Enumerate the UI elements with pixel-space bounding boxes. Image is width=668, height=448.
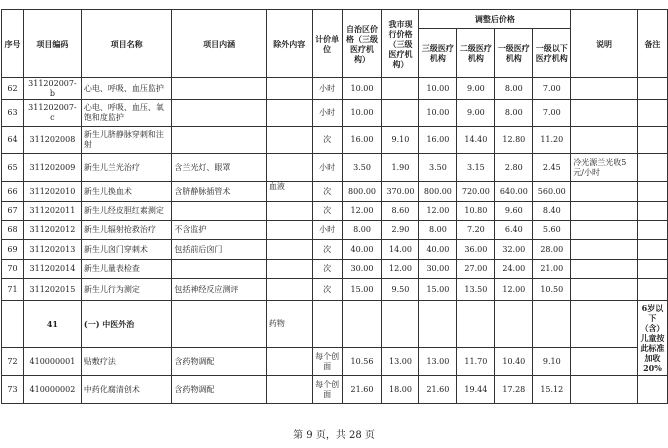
cell-remark — [637, 78, 667, 100]
section-number: 41 — [23, 301, 81, 348]
cell-content: 不含监护 — [172, 221, 266, 240]
cell-level2: 36.00 — [457, 240, 495, 260]
cell-remark — [637, 127, 667, 154]
cell-unit: 每个创面 — [312, 376, 342, 404]
cell-code: 410000002 — [23, 376, 81, 404]
table-row — [2, 182, 668, 202]
cell-name: 新生儿兰光治疗 — [81, 154, 172, 182]
cell-below1: 8.40 — [533, 202, 571, 221]
header-content: 项目内涵 — [172, 10, 266, 78]
table-row — [2, 240, 668, 260]
cell-content — [172, 127, 266, 154]
cell-remark — [637, 100, 667, 127]
cell-current-price: 8.60 — [382, 202, 419, 221]
cell-unit: 次 — [312, 260, 342, 279]
cell-seq: 64 — [2, 127, 24, 154]
cell-name: 心电、呼吸、血压、氧饱和度监护 — [81, 100, 172, 127]
cell-unit: 次 — [312, 182, 342, 202]
cell-below1: 2.45 — [533, 154, 571, 182]
header-level3: 三级医疗机构 — [419, 29, 457, 78]
cell-level2: 9.00 — [457, 100, 495, 127]
cell-note — [571, 376, 638, 404]
cell-level1: 6.40 — [495, 221, 533, 240]
cell-current-price: 9.10 — [382, 127, 419, 154]
cell-current-price: 1.90 — [382, 154, 419, 182]
cell-level1: 24.00 — [495, 260, 533, 279]
cell-level1: 10.40 — [495, 348, 533, 376]
cell-exclusion — [266, 202, 312, 221]
cell-level1: 32.00 — [495, 240, 533, 260]
cell-exclusion — [266, 376, 312, 404]
cell-level3: 40.00 — [419, 240, 457, 260]
cell-code: 311202015 — [23, 279, 81, 301]
cell-exclusion — [266, 348, 312, 376]
header-code: 项目编码 — [23, 10, 81, 78]
cell-unit: 次 — [312, 127, 342, 154]
cell-zone-price: 40.00 — [342, 240, 382, 260]
header-unit: 计价单位 — [312, 10, 342, 78]
table-row — [2, 127, 668, 154]
cell-seq: 69 — [2, 240, 24, 260]
cell-exclusion — [266, 78, 312, 100]
cell-seq: 71 — [2, 279, 24, 301]
header-adjusted: 调整后价格 — [419, 10, 571, 29]
cell-seq: 72 — [2, 348, 24, 376]
cell-code: 311202011 — [23, 202, 81, 221]
cell-level3: 8.00 — [419, 221, 457, 240]
cell-level3: 30.00 — [419, 260, 457, 279]
cell-name: 新生儿经皮胆红素测定 — [81, 202, 172, 221]
cell-level3: 16.00 — [419, 127, 457, 154]
section-row — [2, 301, 668, 348]
cell-level3: 13.00 — [419, 348, 457, 376]
header-seq: 序号 — [2, 10, 24, 78]
section-title: (一) 中医外治 — [81, 301, 172, 348]
cell-content: 含药物调配 — [172, 348, 266, 376]
cell-exclusion — [266, 221, 312, 240]
cell-seq: 65 — [2, 154, 24, 182]
cell-level1: 8.00 — [495, 78, 533, 100]
header-current-price: 我市现行价格（三级医疗机构） — [382, 10, 419, 78]
table-row — [2, 78, 668, 100]
table-row — [2, 154, 668, 182]
cell-note — [571, 78, 638, 100]
cell-code: 311202010 — [23, 182, 81, 202]
cell-zone-price: 12.00 — [342, 202, 382, 221]
cell-level2: 3.15 — [457, 154, 495, 182]
cell-unit: 小时 — [312, 221, 342, 240]
cell-level3: 12.00 — [419, 202, 457, 221]
cell-code: 311202007-b — [23, 78, 81, 100]
cell-name: 新生儿换血术 — [81, 182, 172, 202]
cell-level3: 15.00 — [419, 279, 457, 301]
cell-seq: 68 — [2, 221, 24, 240]
cell-content — [172, 202, 266, 221]
header-below1: 一级以下医疗机构 — [533, 29, 571, 78]
table-row — [2, 202, 668, 221]
cell-level1: 2.80 — [495, 154, 533, 182]
cell-below1: 9.10 — [533, 348, 571, 376]
cell-note — [571, 202, 638, 221]
cell-zone-price: 8.00 — [342, 221, 382, 240]
cell-zone-price: 21.60 — [342, 376, 382, 404]
cell-seq: 70 — [2, 260, 24, 279]
cell-remark — [637, 154, 667, 182]
cell-remark — [637, 260, 667, 279]
cell-seq: 62 — [2, 78, 24, 100]
cell-exclusion — [266, 260, 312, 279]
cell-name: 新生儿行为测定 — [81, 279, 172, 301]
cell-content: 包括前后囟门 — [172, 240, 266, 260]
cell-note — [571, 260, 638, 279]
cell-content — [172, 260, 266, 279]
cell-unit: 次 — [312, 279, 342, 301]
cell-content — [172, 78, 266, 100]
cell-remark — [637, 182, 667, 202]
cell-note — [571, 127, 638, 154]
cell-exclusion — [266, 100, 312, 127]
cell-seq: 63 — [2, 100, 24, 127]
cell-code: 410000001 — [23, 348, 81, 376]
cell-current-price: 370.00 — [382, 182, 419, 202]
header-name: 项目名称 — [81, 10, 172, 78]
cell-content: 含脐静脉插管术 — [172, 182, 266, 202]
cell-seq: 67 — [2, 202, 24, 221]
cell-exclusion — [266, 127, 312, 154]
cell-seq: 66 — [2, 182, 24, 202]
cell-level2: 720.00 — [457, 182, 495, 202]
cell-content: 含药物调配 — [172, 376, 266, 404]
cell-below1: 10.50 — [533, 279, 571, 301]
cell-level1: 640.00 — [495, 182, 533, 202]
cell-level2: 27.00 — [457, 260, 495, 279]
cell-current-price: 14.00 — [382, 240, 419, 260]
cell-zone-price: 16.00 — [342, 127, 382, 154]
cell-note — [571, 100, 638, 127]
cell-level2: 7.20 — [457, 221, 495, 240]
cell-name: 中药化腐清创术 — [81, 376, 172, 404]
cell-level2: 11.70 — [457, 348, 495, 376]
cell-level3: 10.00 — [419, 78, 457, 100]
cell-code: 311202012 — [23, 221, 81, 240]
cell-code: 311202007-c — [23, 100, 81, 127]
cell-below1: 560.00 — [533, 182, 571, 202]
cell-current-price: 12.00 — [382, 260, 419, 279]
cell-remark — [637, 221, 667, 240]
cell-unit: 小时 — [312, 78, 342, 100]
cell-code: 311202008 — [23, 127, 81, 154]
cell-below1: 5.60 — [533, 221, 571, 240]
page-number: 第 9 页，共 28 页 — [293, 430, 375, 441]
cell-exclusion — [266, 240, 312, 260]
cell-remark — [637, 376, 667, 404]
header-remark: 备注 — [637, 10, 667, 78]
cell-note — [571, 221, 638, 240]
table-row — [2, 376, 668, 404]
cell-remark — [637, 240, 667, 260]
cell-exclusion — [266, 154, 312, 182]
table-row — [2, 348, 668, 376]
cell-level2: 14.40 — [457, 127, 495, 154]
header-exclusion: 除外内容 — [266, 10, 312, 78]
cell-name: 新生儿辐射抢救治疗 — [81, 221, 172, 240]
cell-code: 311202009 — [23, 154, 81, 182]
cell-current-price — [382, 100, 419, 127]
cell-level2: 13.50 — [457, 279, 495, 301]
table-row — [2, 221, 668, 240]
cell-below1: 7.00 — [533, 78, 571, 100]
price-table — [1, 9, 668, 404]
cell-unit: 每个创面 — [312, 348, 342, 376]
cell-code: 311202013 — [23, 240, 81, 260]
cell-level1: 17.28 — [495, 376, 533, 404]
cell-level1: 9.60 — [495, 202, 533, 221]
cell-level1: 12.80 — [495, 127, 533, 154]
cell-zone-price: 30.00 — [342, 260, 382, 279]
table-row — [2, 100, 668, 127]
cell-zone-price: 3.50 — [342, 154, 382, 182]
cell-name: 新生儿脐静脉穿刺和注射 — [81, 127, 172, 154]
cell-current-price: 9.50 — [382, 279, 419, 301]
cell-level3: 21.60 — [419, 376, 457, 404]
cell-name: 贴敷疗法 — [81, 348, 172, 376]
cell-level2: 9.00 — [457, 78, 495, 100]
cell-zone-price: 10.00 — [342, 78, 382, 100]
cell-current-price: 2.90 — [382, 221, 419, 240]
cell-unit: 小时 — [312, 154, 342, 182]
cell-content: 包括神经反应测评 — [172, 279, 266, 301]
cell-content — [172, 100, 266, 127]
cell-note — [571, 279, 638, 301]
cell-zone-price: 10.56 — [342, 348, 382, 376]
cell-code: 311202014 — [23, 260, 81, 279]
cell-exclusion: 血液 — [266, 182, 312, 202]
cell-current-price: 18.00 — [382, 376, 419, 404]
cell-note: 冷光源兰光收5元/小时 — [571, 154, 638, 182]
section-exclusion: 药物 — [266, 301, 312, 348]
cell-note — [571, 182, 638, 202]
cell-remark — [637, 202, 667, 221]
cell-level1: 12.00 — [495, 279, 533, 301]
cell-content: 含兰光灯、眼罩 — [172, 154, 266, 182]
cell-level2: 10.80 — [457, 202, 495, 221]
cell-unit: 次 — [312, 240, 342, 260]
cell-below1: 7.00 — [533, 100, 571, 127]
cell-current-price: 13.00 — [382, 348, 419, 376]
cell-zone-price: 10.00 — [342, 100, 382, 127]
header-level2: 二级医疗机构 — [457, 29, 495, 78]
cell-level3: 800.00 — [419, 182, 457, 202]
section-remark: 6岁以下（含）儿童按此标准加收20% — [637, 301, 667, 376]
table-row — [2, 279, 668, 301]
cell-note — [571, 348, 638, 376]
cell-level3: 10.00 — [419, 100, 457, 127]
cell-zone-price: 800.00 — [342, 182, 382, 202]
cell-current-price — [382, 78, 419, 100]
cell-below1: 15.12 — [533, 376, 571, 404]
cell-below1: 28.00 — [533, 240, 571, 260]
header-note: 说明 — [571, 10, 638, 78]
cell-name: 新生儿量表检查 — [81, 260, 172, 279]
header-zone-price: 自治区价格（三级医疗机构） — [342, 10, 382, 78]
cell-exclusion — [266, 279, 312, 301]
cell-name: 新生儿囟门穿刺术 — [81, 240, 172, 260]
cell-level3: 3.50 — [419, 154, 457, 182]
cell-below1: 21.00 — [533, 260, 571, 279]
cell-seq: 73 — [2, 376, 24, 404]
cell-unit: 次 — [312, 202, 342, 221]
cell-unit: 小时 — [312, 100, 342, 127]
cell-name: 心电、呼吸、血压监护 — [81, 78, 172, 100]
cell-level2: 19.44 — [457, 376, 495, 404]
cell-level1: 8.00 — [495, 100, 533, 127]
cell-below1: 11.20 — [533, 127, 571, 154]
table-row — [2, 260, 668, 279]
cell-zone-price: 15.00 — [342, 279, 382, 301]
cell-remark — [637, 279, 667, 301]
header-level1: 一级医疗机构 — [495, 29, 533, 78]
cell-note — [571, 240, 638, 260]
